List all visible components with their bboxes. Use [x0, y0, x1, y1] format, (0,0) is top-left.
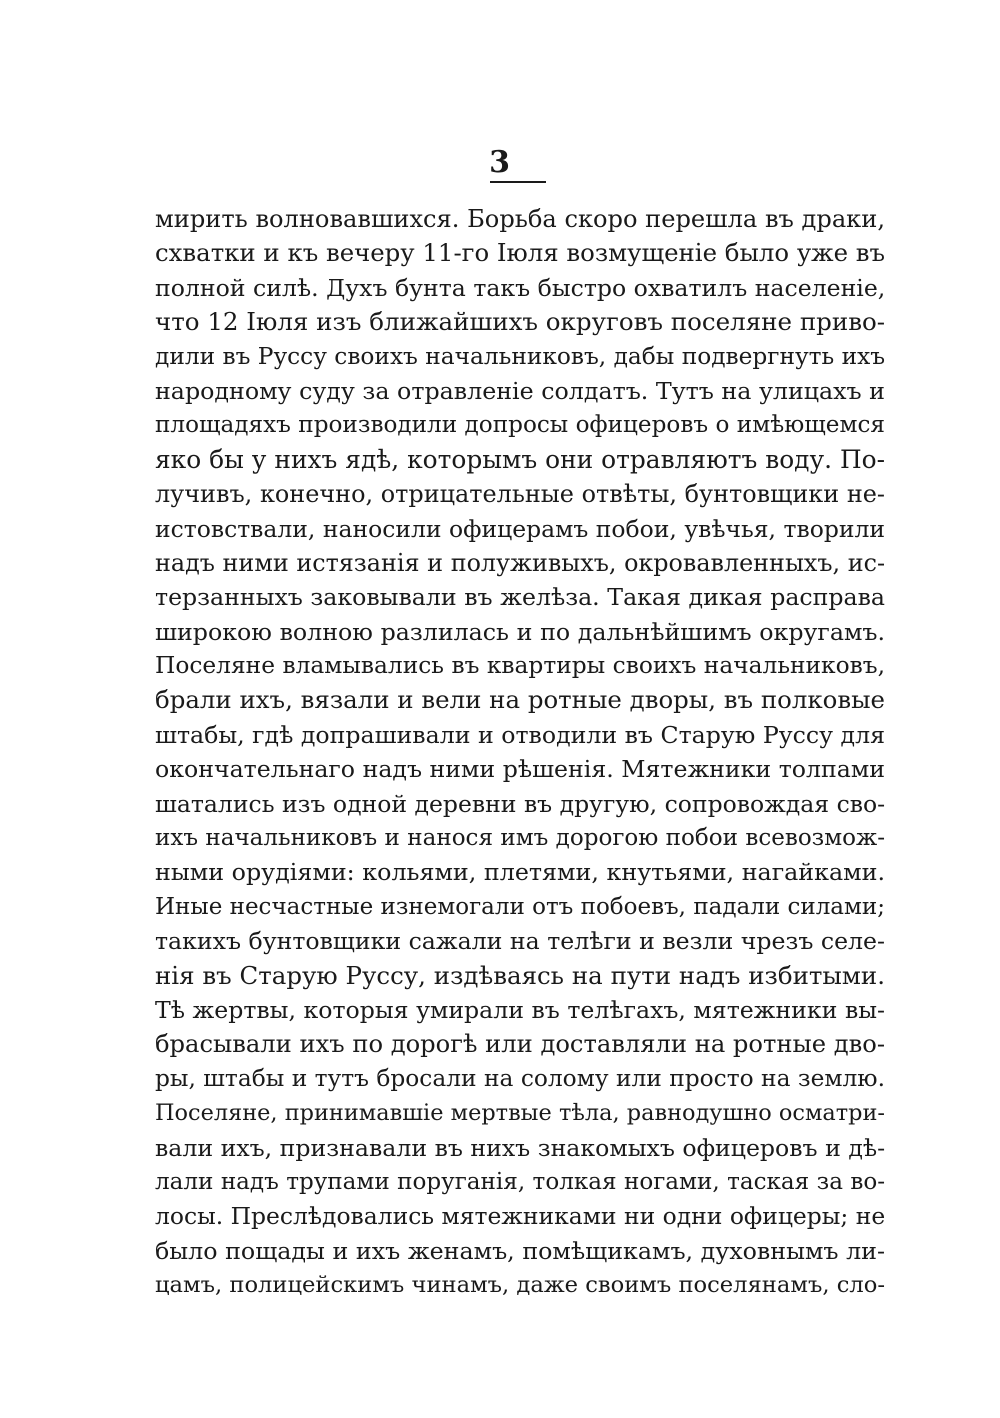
text-line: широкою волною разлилась и по дальнѣйшимъ округамъ. — [155, 617, 885, 646]
page-header — [0, 146, 1000, 180]
text-line: ихъ начальниковъ и нанося имъ дорогою побои всевозмож- — [155, 825, 885, 852]
text-line: Поселяне, принимавшіе мертвые тѣла, равнодушно осматри- — [155, 1100, 885, 1127]
text-line: Поселяне вламывались въ квартиры своихъ начальниковъ, — [155, 652, 885, 680]
text-line: площадяхъ производили допросы офицеровъ о имѣющемся — [155, 412, 885, 439]
text-line: дили въ Руссу своихъ начальниковъ, дабы подвергнуть ихъ — [155, 342, 886, 370]
text-line: ры, штабы и тутъ бросали на солому или просто на землю. — [155, 1064, 885, 1092]
text-line: терзанныхъ заковывали въ желѣза. Такая дикая расправа — [155, 583, 885, 612]
text-line: яко бы у нихъ ядѣ, которымъ они отравляютъ воду. По- — [155, 444, 885, 474]
text-line: лали надъ трупами поруганія, толкая ногами, таская за во- — [155, 1168, 885, 1195]
text-line: вали ихъ, признавали въ нихъ знакомыхъ офицеровъ и дѣ- — [155, 1133, 886, 1162]
text-line: цамъ, полицейскимъ чинамъ, даже своимъ поселянамъ, сло- — [155, 1272, 885, 1299]
text-line: брасывали ихъ по дорогѣ или доставляли на ротные дво- — [155, 1030, 885, 1059]
page-number: 3 — [489, 145, 511, 180]
text-line: схватки и къ вечеру 11-го Іюля возмущеніе было уже въ — [155, 238, 886, 268]
text-line: лучивъ, конечно, отрицательные отвѣты, бунтовщики не- — [155, 480, 885, 509]
text-line: шатались изъ одной деревни въ другую, сопровождая сво- — [155, 789, 886, 818]
text-line: Тѣ жертвы, которыя умирали въ телѣгахъ, мятежники вы- — [155, 995, 885, 1024]
text-line: ными орудіями: кольями, плетями, кнутьями, нагайками. — [155, 858, 885, 887]
text-line: штабы, гдѣ допрашивали и отводили въ Старую Руссу для — [155, 720, 885, 749]
text-line: полной силѣ. Духъ бунта такъ быстро охватилъ населеніе, — [155, 273, 886, 302]
body-text — [155, 202, 885, 1303]
text-line: лосы. Преслѣдовались мятежниками ни одни офицеры; не — [155, 1202, 886, 1231]
text-line: народному суду за отравленіе солдатъ. Тутъ на улицахъ и — [155, 376, 885, 405]
text-line: мирить волновавшихся. Борьба скоро перешла въ драки, — [155, 205, 885, 233]
text-line: что 12 Іюля изъ ближайшихъ округовъ поселяне приво- — [155, 307, 886, 337]
text-line: Иные несчастные изнемогали отъ побоевъ, падали силами; — [155, 893, 885, 920]
text-line: было пощады и ихъ женамъ, помѣщикамъ, духовнымъ ли- — [155, 1236, 885, 1265]
text-line: брали ихъ, вязали и вели на ротные дворы, въ полковые — [155, 685, 885, 715]
text-line: надъ ними истязанія и полуживыхъ, окровавленныхъ, ис- — [155, 548, 885, 577]
text-line: истовствали, наносили офицерамъ побои, увѣчья, творили — [155, 514, 885, 543]
text-line: окончательнаго надъ ними рѣшенія. Мятежники толпами — [155, 755, 885, 784]
page-number-rule — [490, 181, 546, 183]
text-line: нія въ Старую Руссу, издѣваясь на пути надъ избитыми. — [155, 960, 885, 990]
text-line: такихъ бунтовщики сажали на телѣги и везли чрезъ селе- — [155, 927, 885, 956]
